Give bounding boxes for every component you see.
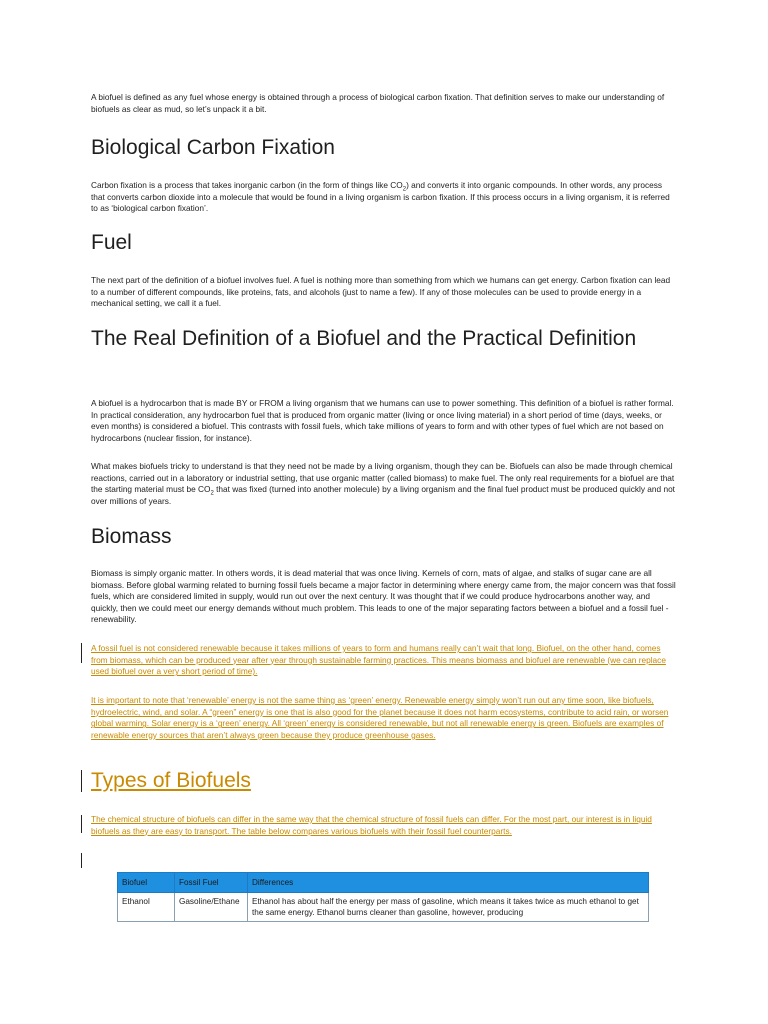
table-cell: Gasoline/Ethane <box>175 893 248 922</box>
biofuel-comparison-table <box>117 872 649 922</box>
table-cell: Ethanol <box>118 893 175 922</box>
heading-biomass: Biomass <box>91 525 172 548</box>
types-paragraph-link[interactable]: The chemical structure of biofuels can differ in the same way that the chemical structure of fossil fuels can differ. For the most part, our interest is in liquid biofuels as they are easy to transport. The table below compares various biofuels with their fossil fuel counterparts. <box>91 814 652 836</box>
biomass-paragraph-3-link[interactable]: It is important to note that ‘renewable’ energy is not the same thing as ‘green’ energy. Renewable energy simply won’t run out any time soon, like biofuels, hydroelectric, wind, and solar. A “green” energy is one that is also good for the planet because it does not harm ecosystems, contribute to acid rain, or worsen global warming. Solar energy is a ‘green’ energy. All ‘green’ energy is considered renewable, but not all renewable energy is green. Biofuels are examples of renewable energy sources that aren’t always green because they produce greenhouse gases. <box>91 695 669 740</box>
fuel-paragraph: The next part of the definition of a biofuel involves fuel. A fuel is nothing more than something from which we humans can get energy. Carbon fixation can lead to a number of different compounds, like proteins, fats, and alcohols (just to name a few). If any of those molecules can be used to provide energy in a mechanical setting, we call it a fuel. <box>91 275 671 309</box>
table-row <box>118 893 649 922</box>
biomass-paragraph-1: Biomass is simply organic matter. In others words, it is dead material that was once living. Kernels of corn, mats of algae, and stalks of sugar cane are all biomass. Before global warming related to burning fossil fuels became a major factor in determining where energy came from, the major concern was that fossil fuels, which are considered limited in supply, would run out over the next century. It was thought that if we could produce hydrocarbons another way, and quickly, then we could meet our energy demands without much problem. This leads to one of the major separating factors between a biofuel and a fossil fuel - renewability. <box>91 568 676 625</box>
heading-fuel: Fuel <box>91 231 132 254</box>
edit-cursor-bar <box>81 770 82 792</box>
edit-cursor-bar <box>81 853 82 868</box>
table-header-cell: Differences <box>248 873 649 893</box>
edit-cursor-bar <box>81 815 82 833</box>
heading-real-definition: The Real Definition of a Biofuel and the Practical Definition <box>91 327 637 350</box>
table-header-cell: Biofuel <box>118 873 175 893</box>
intro-paragraph: A biofuel is defined as any fuel whose energy is obtained through a process of biological carbon fixation. That definition serves to make our understanding of biofuels as clear as mud, so let’s unpack it a bit. <box>91 92 665 114</box>
table-header-cell: Fossil Fuel <box>175 873 248 893</box>
biomass-paragraph-2-link[interactable]: A fossil fuel is not considered renewable because it takes millions of years to form and humans really can’t wait that long. Biofuel, on the other hand, comes from biomass, which can be produced year after year through sustainable farming practices. This means biomass and biofuel are renewable (we can replace used biofuel over a very short period of time). <box>91 643 666 677</box>
heading-carbon-fixation: Biological Carbon Fixation <box>91 136 335 159</box>
carbon-paragraph: Carbon fixation is a process that takes inorganic carbon (in the form of things like $CO_2$) and converts it into organic compounds. In other words, any process that converts carbon dioxide into a molecule that would be found in a living organism is carbon fixation. If this process occurs in a living organism, it is referred to as ‘biological carbon fixation’. <box>91 180 670 214</box>
table-header-row <box>118 873 649 893</box>
definition-paragraph-1: A biofuel is a hydrocarbon that is made BY or FROM a living organism that we humans can use to power something. This definition of a biofuel is rather formal. In practical consideration, any hydrocarbon fuel that is produced from organic matter (living or once living material) in a short period of time (days, weeks, or even months) is considered a biofuel. This contrasts with fossil fuels, which take millions of years to form and with other types of fuel which are not based on hydrocarbons (nuclear fission, for instance). <box>91 398 674 443</box>
heading-types-of-biofuels-link[interactable]: Types of Biofuels <box>91 769 251 792</box>
definition-paragraph-2: What makes biofuels tricky to understand is that they need not be made by a living organism, though they can be. Biofuels can also be made through chemical reactions, carried out in a laboratory or industrial setting, that use organic matter (called biomass) to make fuel. The only real requirements for a biofuel are that the starting material must be $CO_2$ that was fixed (turned into another molecule) by a living organism and the final fuel product must be produced quickly and not over millions of years. <box>91 461 675 506</box>
edit-cursor-bar <box>81 643 82 663</box>
table-cell: Ethanol has about half the energy per mass of gasoline, which means it takes twice as much ethanol to get the same energy. Ethanol burns cleaner than gasoline, however, producing <box>248 893 649 922</box>
